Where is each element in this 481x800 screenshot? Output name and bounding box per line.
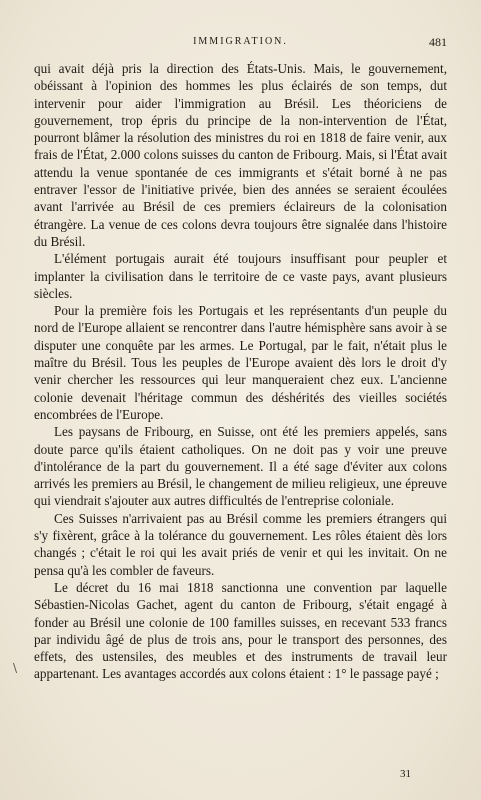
paragraph-4: Les paysans de Fribourg, en Suisse, ont été les premiers appelés, sans doute parce qu'ils étaient catholiques. On ne doit pas y voir une preuve d'intolérance de la part du gouvernement. Il a été sage d'éviter aux colons arrivés les premiers au Brésil, le changement de milieu religieux, une épreuve qui viendrait s'ajouter aux autres difficultés de l'entreprise coloniale. xyxy=(34,424,447,509)
margin-mark-icon: \ xyxy=(13,661,18,675)
running-header xyxy=(34,36,447,52)
paragraph-2: L'élément portugais aurait été toujours insuffisant pour peupler et implanter la civilisation dans le territoire de ce vaste pays, avant plusieurs siècles. xyxy=(34,251,447,301)
paragraph-5: Ces Suisses n'arrivaient pas au Brésil comme les premiers étrangers qui s'y fixèrent, grâce à la tolérance du gouvernement. Les rôles étaient dès lors changés ; c'était le roi qui les avait priés de venir et qui les invitait. On ne pensa qu'à les combler de faveurs. xyxy=(34,510,447,578)
running-title: IMMIGRATION. xyxy=(193,36,288,47)
paragraph-1: qui avait déjà pris la direction des États-Unis. Mais, le gouvernement, obéissant à l'opinion des hommes les plus éclairés de son temps, dut intervenir pour aider l'immigration au Brésil. Les théoriciens de gouvernement, trop épris du principe de la non-intervention de l'État, pourront blâmer la résolution des ministres du roi en 1818 de faire venir, aux frais de l'État, 2.000 colons suisses du canton de Fribourg. Mais, si l'État avait attendu la venue spontanée de ces immigrants et s'était borné à ne pas entraver l'essor de l'initiative privée, bien des années se seraient écoulées avant l'arrivée au Brésil de ces premiers éclaireurs de la colonisation étrangère. La venue de ces colons devra toujours être signalée dans l'histoire du Brésil. xyxy=(34,61,447,249)
paragraph-6: Le décret du 16 mai 1818 sanctionna une convention par laquelle Sébastien-Nicolas Gachet, agent du canton de Fribourg, s'était engagé à fonder au Brésil une colonie de 100 familles suisses, en recevant 533 francs par individu âgé de plus de trois ans, pour le transport des personnes, des effets, des ustensiles, des meubles et des instruments de travail leur appartenant. Les avantages accordés aux colons étaient : 1° le passage payé ; xyxy=(34,579,447,682)
body-text xyxy=(34,60,447,683)
paragraph-3: Pour la première fois les Portugais et les représentants d'un peuple du nord de l'Europe allaient se rencontrer dans l'autre hémisphère sans avoir à se disputer une conquête par les armes. Le Portugal, par le fait, n'était plus le maître du Brésil. Tous les peuples de l'Europe avaient dès lors le droit d'y venir chercher les ressources qui leur manqueraient chez eux. L'ancienne colonie devenait l'héritage commun des déshérités des vieilles sociétés encombrées de l'Europe. xyxy=(34,303,447,422)
signature-mark: 31 xyxy=(400,768,411,780)
page-number: 481 xyxy=(429,35,447,49)
